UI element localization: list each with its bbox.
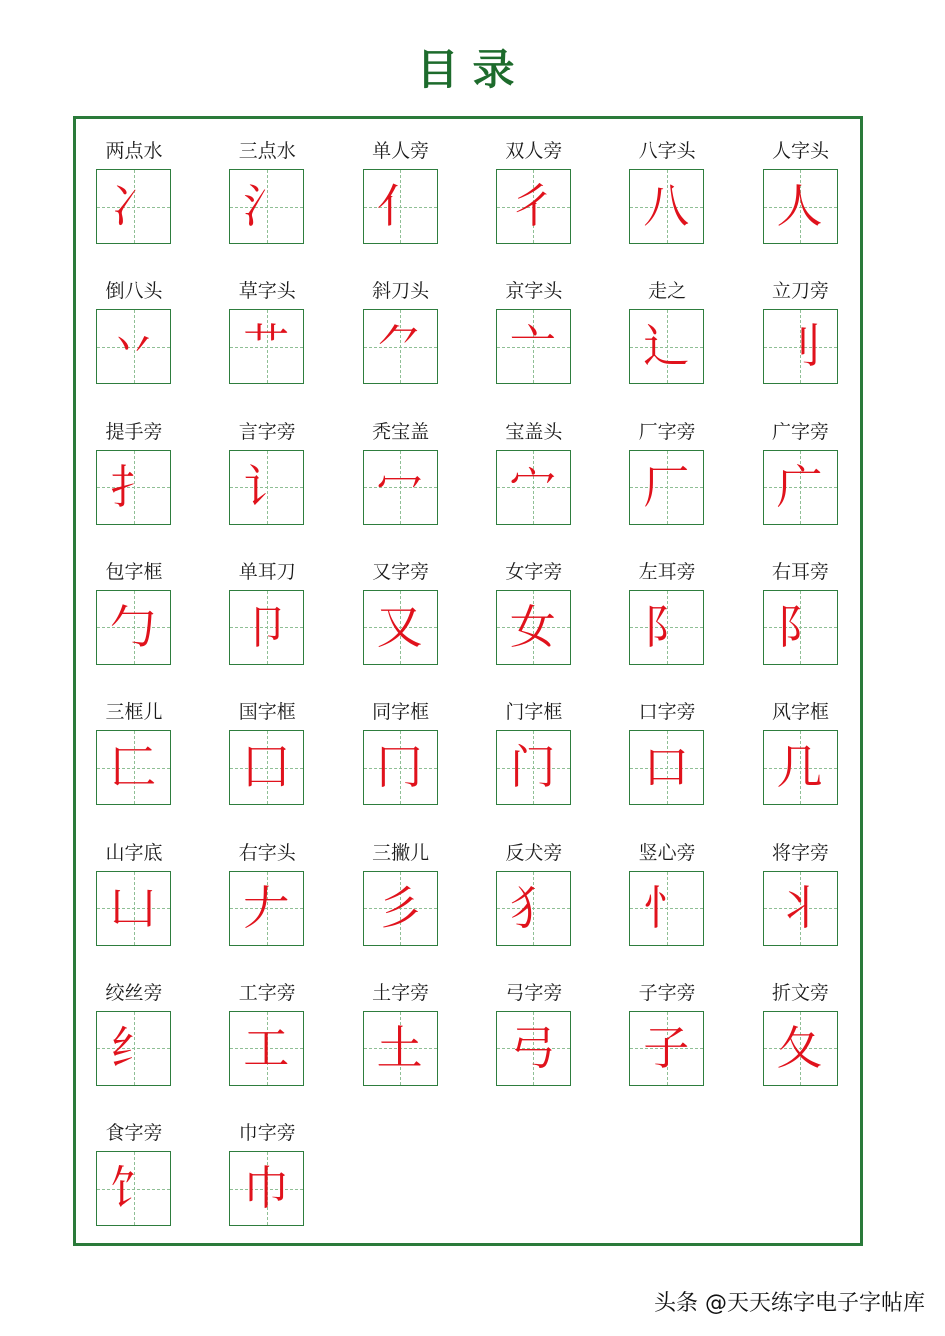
radical-label: 单人旁 bbox=[372, 140, 430, 162]
radical-glyph: 匚 bbox=[110, 740, 156, 795]
radical-item bbox=[96, 1118, 216, 1258]
tian-grid-box bbox=[629, 590, 704, 665]
tian-grid-box bbox=[763, 1011, 838, 1086]
radical-glyph: 卩 bbox=[243, 599, 290, 654]
tian-grid-box bbox=[229, 730, 304, 805]
radical-label: 女字旁 bbox=[505, 560, 563, 583]
radical-label: 又字旁 bbox=[372, 560, 430, 583]
radical-label: 走之 bbox=[648, 280, 687, 303]
radical-item bbox=[629, 276, 749, 416]
radical-item bbox=[496, 136, 616, 276]
radical-glyph: 氵 bbox=[243, 179, 290, 233]
radical-label: 绞丝旁 bbox=[105, 981, 163, 1004]
radical-item bbox=[229, 838, 349, 978]
radical-item bbox=[763, 978, 883, 1118]
radical-item bbox=[763, 838, 883, 978]
tian-grid-box bbox=[763, 871, 838, 946]
radical-item bbox=[763, 557, 883, 697]
radical-label: 包字框 bbox=[105, 560, 163, 583]
radical-item bbox=[229, 276, 349, 416]
radical-glyph: 凵 bbox=[110, 880, 156, 935]
radical-glyph: 冖 bbox=[376, 459, 423, 514]
radical-label: 巾字旁 bbox=[238, 1122, 296, 1145]
radical-item bbox=[229, 1118, 349, 1258]
radical-glyph: 几 bbox=[776, 740, 823, 795]
radical-glyph: 纟 bbox=[110, 1020, 156, 1075]
tian-grid-box bbox=[363, 730, 438, 805]
tian-grid-box bbox=[496, 590, 571, 665]
radical-item bbox=[96, 838, 216, 978]
radical-label: 三框儿 bbox=[105, 701, 163, 724]
radical-label: 反犬旁 bbox=[505, 841, 563, 864]
radical-item bbox=[629, 697, 749, 837]
tian-grid-box bbox=[763, 450, 838, 525]
radical-item bbox=[496, 978, 616, 1118]
tian-grid-box bbox=[96, 309, 171, 384]
radical-glyph: 囗 bbox=[243, 740, 290, 795]
tian-grid-box bbox=[363, 871, 438, 946]
radical-glyph: ⺈ bbox=[376, 319, 423, 374]
radical-glyph: 讠 bbox=[243, 459, 290, 514]
radical-glyph: 夂 bbox=[776, 1020, 823, 1075]
tian-grid-box bbox=[96, 1011, 171, 1086]
tian-grid-box bbox=[763, 169, 838, 244]
radical-label: 厂字旁 bbox=[638, 420, 696, 443]
tian-grid-box bbox=[229, 309, 304, 384]
radical-label: 左耳旁 bbox=[638, 560, 696, 583]
radical-label: 广字旁 bbox=[771, 420, 829, 443]
radical-glyph: 彡 bbox=[376, 880, 423, 935]
radical-item bbox=[363, 978, 483, 1118]
radical-glyph: 土 bbox=[376, 1020, 423, 1075]
tian-grid-box bbox=[229, 1011, 304, 1086]
tian-grid-box bbox=[629, 730, 704, 805]
radical-item bbox=[496, 838, 616, 978]
tian-grid-box bbox=[363, 309, 438, 384]
radical-label: 口字旁 bbox=[638, 701, 696, 724]
radical-label: 三撇儿 bbox=[372, 841, 430, 864]
tian-grid-box bbox=[496, 871, 571, 946]
watermark: 头条 @天天练字电子字帖库 bbox=[654, 1291, 925, 1316]
tian-grid-box bbox=[363, 1011, 438, 1086]
tian-grid-box bbox=[363, 169, 438, 244]
radical-item bbox=[363, 838, 483, 978]
tian-grid-box bbox=[96, 169, 171, 244]
radical-label: 工字旁 bbox=[238, 981, 296, 1004]
radical-label: 双人旁 bbox=[505, 140, 563, 162]
radical-glyph: 阝 bbox=[643, 599, 690, 654]
tian-grid-box bbox=[629, 309, 704, 384]
radical-glyph: 勹 bbox=[110, 599, 156, 654]
tian-grid-box bbox=[229, 450, 304, 525]
radical-item bbox=[96, 978, 216, 1118]
radical-label: 单耳刀 bbox=[238, 560, 296, 583]
tian-grid-box bbox=[763, 309, 838, 384]
radical-glyph: 门 bbox=[509, 740, 556, 795]
tian-grid-box bbox=[229, 590, 304, 665]
radical-item bbox=[229, 557, 349, 697]
tian-grid-box bbox=[763, 590, 838, 665]
radical-glyph: 阝 bbox=[776, 599, 823, 654]
radical-label: 折文旁 bbox=[771, 981, 829, 1004]
tian-grid-box bbox=[496, 309, 571, 384]
radical-glyph: 人 bbox=[776, 179, 823, 233]
tian-grid-box bbox=[229, 169, 304, 244]
radical-glyph: 又 bbox=[376, 599, 423, 654]
radical-item bbox=[629, 838, 749, 978]
radical-glyph: 艹 bbox=[243, 319, 290, 374]
radical-glyph: 冂 bbox=[376, 740, 423, 795]
radical-label: 宝盖头 bbox=[505, 420, 563, 443]
tian-grid-box bbox=[363, 450, 438, 525]
radical-glyph: 厂 bbox=[643, 459, 690, 514]
radical-label: 风字框 bbox=[771, 701, 829, 724]
radical-label: 门字框 bbox=[505, 701, 563, 724]
radical-glyph: 巾 bbox=[243, 1161, 290, 1216]
tian-grid-box bbox=[629, 169, 704, 244]
radical-item bbox=[496, 417, 616, 557]
tian-grid-box bbox=[629, 1011, 704, 1086]
radical-glyph: 丷 bbox=[110, 319, 156, 374]
radical-label: 秃宝盖 bbox=[372, 420, 430, 443]
radical-glyph: 忄 bbox=[643, 880, 690, 935]
radical-item bbox=[96, 136, 216, 276]
radical-item bbox=[229, 417, 349, 557]
radical-glyph: 子 bbox=[643, 1020, 690, 1075]
radical-glyph: 亻 bbox=[376, 179, 423, 233]
radical-label: 斜刀头 bbox=[372, 280, 430, 303]
radical-glyph: 𠂇 bbox=[243, 880, 290, 935]
radical-item bbox=[363, 697, 483, 837]
radical-glyph: 扌 bbox=[110, 459, 156, 514]
radical-label: 食字旁 bbox=[105, 1122, 163, 1145]
tian-grid-box bbox=[96, 590, 171, 665]
radical-item bbox=[363, 276, 483, 416]
tian-grid-box bbox=[96, 730, 171, 805]
radical-label: 竖心旁 bbox=[638, 841, 696, 864]
radical-label: 右耳旁 bbox=[771, 560, 829, 583]
page-title: 目录 bbox=[416, 45, 529, 94]
radical-item bbox=[363, 417, 483, 557]
tian-grid-box bbox=[629, 871, 704, 946]
radical-glyph: 工 bbox=[243, 1020, 290, 1075]
radical-label: 子字旁 bbox=[638, 981, 696, 1004]
tian-grid-box bbox=[96, 450, 171, 525]
radical-item bbox=[763, 136, 883, 276]
tian-grid-box bbox=[496, 1011, 571, 1086]
radical-item bbox=[496, 557, 616, 697]
radical-item bbox=[496, 697, 616, 837]
radical-glyph: 丬 bbox=[776, 880, 823, 935]
radical-item bbox=[96, 697, 216, 837]
radical-item bbox=[629, 978, 749, 1118]
radical-label: 将字旁 bbox=[771, 841, 829, 864]
radical-glyph: 口 bbox=[643, 740, 690, 795]
radical-label: 立刀旁 bbox=[771, 280, 829, 303]
radical-item bbox=[96, 417, 216, 557]
radical-glyph: 冫 bbox=[110, 179, 156, 233]
radical-label: 京字头 bbox=[505, 280, 563, 303]
radical-glyph: 彳 bbox=[509, 179, 556, 233]
radical-item bbox=[763, 276, 883, 416]
radical-glyph: 刂 bbox=[776, 319, 823, 374]
radical-glyph: 辶 bbox=[643, 319, 690, 374]
radical-label: 草字头 bbox=[238, 280, 296, 303]
radical-label: 国字框 bbox=[238, 701, 296, 724]
radical-label: 土字旁 bbox=[372, 981, 430, 1004]
radical-label: 三点水 bbox=[238, 140, 296, 162]
tian-grid-box bbox=[363, 590, 438, 665]
radical-label: 两点水 bbox=[105, 140, 163, 162]
radical-label: 右字头 bbox=[238, 841, 296, 864]
radical-item bbox=[96, 276, 216, 416]
radical-label: 山字底 bbox=[105, 841, 163, 864]
radical-glyph: 八 bbox=[643, 179, 690, 233]
radical-item bbox=[363, 557, 483, 697]
radical-label: 提手旁 bbox=[105, 420, 163, 443]
tian-grid-box bbox=[496, 730, 571, 805]
tian-grid-box bbox=[629, 450, 704, 525]
radical-glyph: 广 bbox=[776, 459, 823, 514]
radical-item bbox=[229, 978, 349, 1118]
tian-grid-box bbox=[496, 169, 571, 244]
tian-grid-box bbox=[229, 1151, 304, 1226]
radical-item bbox=[229, 697, 349, 837]
tian-grid-box bbox=[496, 450, 571, 525]
radical-label: 八字头 bbox=[638, 140, 696, 162]
radical-glyph: 犭 bbox=[509, 880, 556, 935]
radical-label: 人字头 bbox=[771, 140, 829, 162]
tian-grid-box bbox=[96, 1151, 171, 1226]
radical-item bbox=[763, 697, 883, 837]
radical-item bbox=[363, 136, 483, 276]
radical-item bbox=[629, 557, 749, 697]
radical-label: 弓字旁 bbox=[505, 981, 563, 1004]
tian-grid-box bbox=[763, 730, 838, 805]
radical-item bbox=[96, 557, 216, 697]
tian-grid-box bbox=[229, 871, 304, 946]
tian-grid-box bbox=[96, 871, 171, 946]
radical-glyph: 宀 bbox=[509, 459, 556, 514]
radical-item bbox=[496, 276, 616, 416]
radical-label: 倒八头 bbox=[105, 280, 163, 303]
radical-glyph: 弓 bbox=[509, 1020, 556, 1075]
radical-glyph: 女 bbox=[509, 599, 556, 654]
radical-item bbox=[629, 417, 749, 557]
radical-item bbox=[229, 136, 349, 276]
radical-item bbox=[763, 417, 883, 557]
radical-glyph: 饣 bbox=[110, 1161, 156, 1216]
radical-glyph: 亠 bbox=[509, 319, 556, 374]
radical-label: 言字旁 bbox=[238, 420, 296, 443]
radical-item bbox=[629, 136, 749, 276]
radical-label: 同字框 bbox=[372, 701, 430, 724]
